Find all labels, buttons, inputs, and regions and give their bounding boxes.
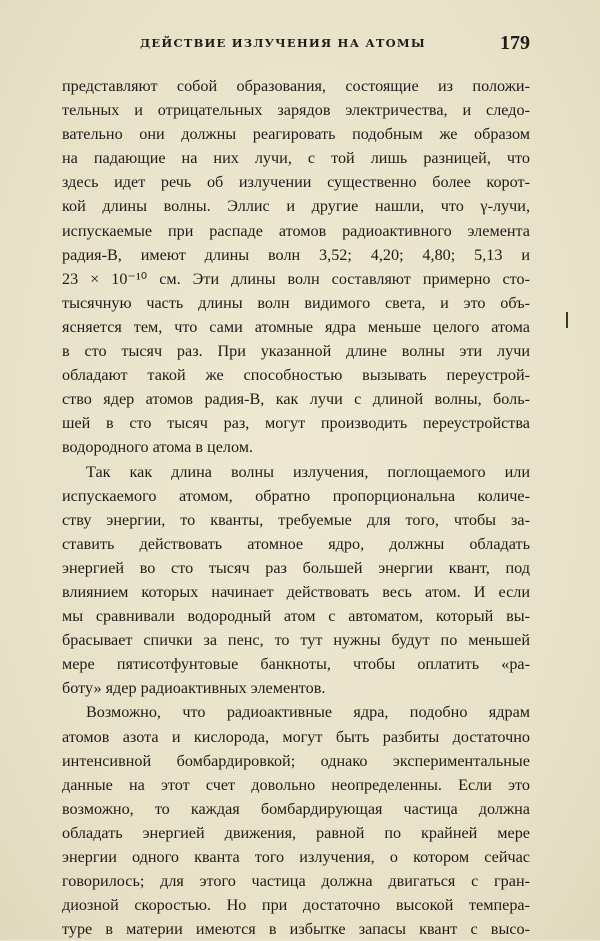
text-line: боту» ядер радиоактивных элементов. <box>62 679 326 698</box>
text-line: на падающие на них лучи, с той лишь разницей, что <box>62 149 530 168</box>
text-line: обладать энергией движения, равной по крайней мере <box>62 823 530 842</box>
text-line: тельных и отрицательных зарядов электричества, и следо- <box>62 101 530 120</box>
text-line: испускаемые при распаде атомов радиоактивного элемента <box>62 221 530 240</box>
body-text <box>62 74 530 941</box>
text-line: туре в материи имеются в избытке запасы квант с высо- <box>62 920 530 939</box>
text-line: возможно, то каждая бомбардирующая частица должна <box>62 799 530 818</box>
text-line: ясняется тем, что сами атомные ядра меньше целого атома <box>62 317 530 336</box>
page-number: 179 <box>500 32 530 54</box>
text-line: энергии одного кванта того излучения, о котором сейчас <box>62 848 530 866</box>
text-line: испускаемого атомом, обратно пропорциональна количе- <box>62 486 530 505</box>
margin-mark <box>566 312 568 328</box>
text-line: говорилось; для этого частица должна двигаться с гран- <box>62 872 530 891</box>
text-line: вательно они должны реагировать подобным же образом <box>62 125 530 144</box>
text-line: брасывает спички за пенс, то тут нужны будут по меньшей <box>62 631 530 650</box>
text-line: кой длины волны. Эллис и другие нашли, что γ-лучи, <box>62 197 530 216</box>
text-line: ставить действовать атомное ядро, должны обладать <box>62 534 530 553</box>
text-line: мере пятисотфунтовые банкноты, чтобы оплатить «ра- <box>62 655 530 674</box>
text-line: представляют собой образования, состоящие из положи- <box>62 77 530 95</box>
text-line: энергией во сто тысяч раз большей энергии квант, под <box>62 558 530 577</box>
text-line: ству энергии, то кванты, требуемые для того, чтобы за- <box>62 510 530 529</box>
text-line: мы сравнивали водородный атом с автоматом, который вы- <box>62 607 530 626</box>
text-line: диозной скоростью. Но при достаточно высокой темпера- <box>62 896 530 915</box>
paragraph-start-line: Возможно, что радиоактивные ядра, подобно ядрам <box>86 703 530 722</box>
text-line: тысячную часть длины волн видимого света, и это объ- <box>62 293 530 312</box>
text-line: водородного атома в целом. <box>62 438 254 457</box>
text-line: атомов азота и кислорода, могут быть разбиты достаточно <box>62 727 530 746</box>
text-line: радия-В, имеют длины волн 3,52; 4,20; 4,80; 5,13 и <box>62 245 530 264</box>
text-line: в сто тысяч раз. При указанной длине волны эти лучи <box>62 342 530 361</box>
running-head: ДЕЙСТВИЕ ИЗЛУЧЕНИЯ НА АТОМЫ <box>140 36 426 50</box>
text-line: шей в сто тысяч раз, могут производить переустройства <box>62 414 530 433</box>
text-line: 23 × 10⁻¹⁰ см. Эти длины волн составляют примерно сто- <box>62 269 530 288</box>
paragraph-start-line: Так как длина волны излучения, поглощаемого или <box>86 462 530 481</box>
page-header <box>0 32 600 56</box>
text-line: интенсивной бомбардировкой; однако экспериментальные <box>62 751 530 770</box>
text-line: влиянием которых начинает действовать весь атом. И если <box>62 582 530 601</box>
text-line: здесь идет речь об излучении существенно более корот- <box>62 173 530 192</box>
text-line: ство ядер атомов радия-В, как лучи с длиной волны, боль- <box>62 390 530 409</box>
text-line: данные на этот счет довольно неопределенны. Если это <box>62 775 530 794</box>
text-line: обладают такой же способностью вызывать переустрой- <box>62 366 530 385</box>
